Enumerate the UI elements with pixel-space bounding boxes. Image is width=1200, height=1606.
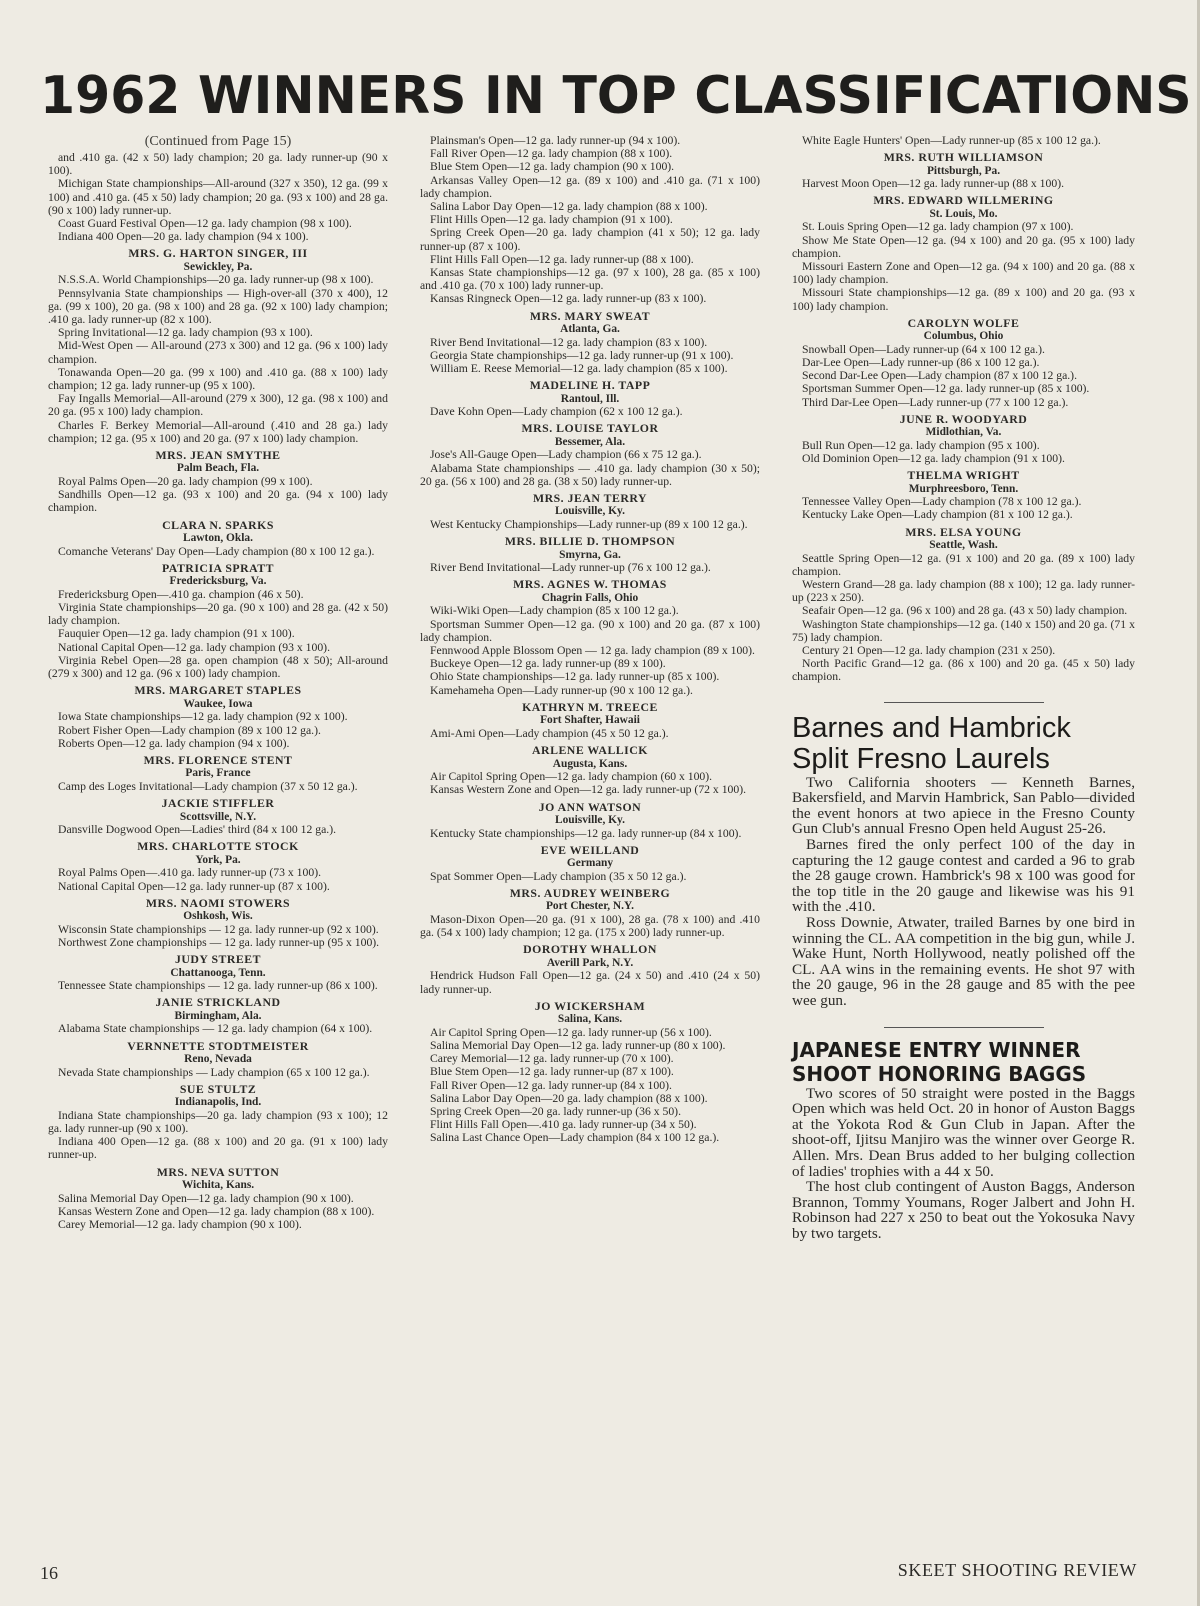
winner-name: CAROLYN WOLFE xyxy=(907,315,1020,330)
entry-text: Comanche Veterans' Day Open—Lady champion (80 x 100 12 ga.). xyxy=(58,544,375,558)
entry-text: Fall River Open—12 ga. lady champion (88 x 100). xyxy=(430,147,673,161)
entry-text: Roberts Open—12 ga. lady champion (94 x 100). xyxy=(58,736,290,750)
winner-location: Oshkosh, Wis. xyxy=(183,910,253,923)
entry-text: Tennessee State championships — 12 ga. lady runner-up (86 x 100). xyxy=(58,979,378,993)
entry-text: Salina Last Chance Open—Lady champion (84 x 100 12 ga.). xyxy=(430,1131,720,1145)
entry-text: Iowa State championships—12 ga. lady champion (92 x 100). xyxy=(58,710,348,724)
entry-text: Fredericksburg Open—.410 ga. champion (46 x 50). xyxy=(58,587,304,601)
entry-text: Wisconsin State championships — 12 ga. lady runner-up (92 x 100). xyxy=(58,922,379,936)
winner-location: Fredericksburg, Va. xyxy=(169,575,267,588)
entry-text: North Pacific Grand—12 ga. (86 x 100) and 20 ga. (45 x 50) lady champion. xyxy=(792,657,1135,684)
article-paragraph: Barnes fired the only perfect 100 of the day in capturing the 12 gauge contest and carded a 96 to grab the 28 gauge crown. Hambrick's 98 x 100 was good for the top title in the 20 gauge and likewise was his 91 with the .410. xyxy=(792,836,1135,916)
winner-name: PATRICIA SPRATT xyxy=(161,560,275,575)
entry-text: Wiki-Wiki Open—Lady champion (85 x 100 12 ga.). xyxy=(430,604,679,618)
entry-text: Fauquier Open—12 ga. lady champion (91 x 100). xyxy=(58,627,295,641)
article-paragraph: Ross Downie, Atwater, trailed Barnes by one bird in winning the CL. AA competition in the big gun, while J. Wake Hunt, North Hollywood, neatly polished off the CL. AA wins in the remaining events. He shot 97 with the 20 gauge, 96 in the 28 gauge and 85 with the pee wee gun. xyxy=(792,914,1135,1009)
winner-location: Port Chester, N.Y. xyxy=(545,900,635,913)
entry-text: Washington State championships—12 ga. (140 x 150) and 20 ga. (71 x 75) lady champion. xyxy=(792,617,1135,644)
entry-text: Northwest Zone championships — 12 ga. lady runner-up (95 x 100). xyxy=(58,935,380,949)
entry-text: Carey Memorial—12 ga. lady champion (90 x 100). xyxy=(58,1217,302,1231)
entry-text: Show Me State Open—12 ga. (94 x 100) and 20 ga. (95 x 100) lady champion. xyxy=(792,233,1135,260)
entry-text: Snowball Open—Lady runner-up (64 x 100 12 ga.). xyxy=(802,342,1045,356)
winner-location: Rantoul, Ill. xyxy=(560,392,620,405)
winner-name: THELMA WRIGHT xyxy=(907,468,1020,483)
winner-location: Salina, Kans. xyxy=(557,1013,623,1026)
winner-name: DOROTHY WHALLON xyxy=(523,942,657,957)
winner-name: MRS. NAOMI STOWERS xyxy=(145,895,291,910)
winner-name: MRS. MARGARET STAPLES xyxy=(134,683,302,698)
entry-text: River Bend Invitational—Lady runner-up (76 x 100 12 ga.). xyxy=(430,561,711,575)
article-paragraph: The host club contingent of Auston Baggs, Anderson Brannon, Tommy Youmans, Roger Jalbert and John H. Robinson had 227 x 250 to beat out the Yokosuka Navy by two targets. xyxy=(792,1178,1135,1242)
winner-name: MRS. MARY SWEAT xyxy=(529,308,651,323)
divider-rule xyxy=(884,702,1044,703)
page-number: 16 xyxy=(40,1563,58,1583)
entry-text: Coast Guard Festival Open—12 ga. lady champion (98 x 100). xyxy=(58,217,352,231)
winner-location: Midlothian, Va. xyxy=(925,426,1002,439)
article-headline: Barnes and Hambrick Split Fresno Laurels xyxy=(792,711,1071,775)
entry-text: Camp des Loges Invitational—Lady champion (37 x 50 12 ga.). xyxy=(58,779,358,793)
entry-text: Kamehameha Open—Lady runner-up (90 x 100 12 ga.). xyxy=(430,683,693,697)
winner-name: MRS. BILLIE D. THOMPSON xyxy=(504,534,676,549)
winner-name: CLARA N. SPARKS xyxy=(162,517,274,532)
entry-text: Spring Invitational—12 ga. lady champion (93 x 100). xyxy=(58,326,313,340)
magazine-name: SKEET SHOOTING REVIEW xyxy=(897,1560,1137,1580)
entry-text: Missouri Eastern Zone and Open—12 ga. (94 x 100) and 20 ga. (88 x 100) lady champion. xyxy=(792,260,1135,287)
entry-text: Spring Creek Open—20 ga. lady runner-up (36 x 50). xyxy=(430,1104,681,1118)
winner-name: MRS. AUDREY WEINBERG xyxy=(509,885,671,900)
entry-text: Salina Labor Day Open—12 ga. lady champion (88 x 100). xyxy=(430,200,708,214)
entry-text: Spring Creek Open—20 ga. lady champion (41 x 50); 12 ga. lady runner-up (87 x 100). xyxy=(420,226,760,253)
entry-text: Plainsman's Open—12 ga. lady runner-up (94 x 100). xyxy=(430,134,681,147)
winner-location: Palm Beach, Fla. xyxy=(176,462,260,475)
entry-text: Royal Palms Open—20 ga. lady champion (99 x 100). xyxy=(58,475,313,489)
article-paragraph: Two scores of 50 straight were posted in the Baggs Open which was held Oct. 20 in honor of Auston Baggs at the Yokota Rod & Gun Club in Japan. After the shoot-off, Ijitsu Manjiro was the winner over George R. Allen. Mrs. Dean Brus added to her bulging collection of ladies' trophies with a 44 x 50. xyxy=(792,1084,1135,1180)
winner-location: Reno, Nevada xyxy=(184,1052,252,1065)
entry-text: Indiana 400 Open—12 ga. (88 x 100) and 20 ga. (91 x 100) lady runner-up. xyxy=(48,1135,388,1162)
winner-location: Augusta, Kans. xyxy=(552,757,628,770)
entry-text: Seafair Open—12 ga. (96 x 100) and 28 ga. (43 x 50) lady champion. xyxy=(802,604,1128,618)
winner-location: Paris, France xyxy=(185,767,251,780)
entry-text: Pennsylvania State championships — High-over-all (370 x 400), 12 ga. (99 x 100), 20 ga. (98 x 100) and 28 ga. (92 x 100) lady champion; .410 ga. lady runner-up (82 x 100). xyxy=(48,286,388,327)
winner-location: Sewickley, Pa. xyxy=(183,260,253,273)
entry-text: Harvest Moon Open—12 ga. lady runner-up (88 x 100). xyxy=(802,177,1065,191)
winner-name: MRS. G. HARTON SINGER, III xyxy=(128,246,308,261)
winner-name: JO WICKERSHAM xyxy=(534,998,646,1013)
winner-name: JO ANN WATSON xyxy=(538,799,642,814)
entry-text: Ohio State championships—12 ga. lady runner-up (85 x 100). xyxy=(430,670,720,684)
entry-text: Buckeye Open—12 ga. lady runner-up (89 x 100). xyxy=(430,657,666,671)
entry-text: West Kentucky Championships—Lady runner-up (89 x 100 12 ga.). xyxy=(430,518,748,532)
entry-text: Virginia State championships—20 ga. (90 x 100) and 28 ga. (42 x 50) lady champion. xyxy=(48,601,388,628)
divider-rule xyxy=(884,1027,1044,1028)
winner-name: MRS. CHARLOTTE STOCK xyxy=(137,839,299,854)
winner-name: MRS. EDWARD WILLMERING xyxy=(873,193,1054,208)
entry-text: Air Capitol Spring Open—12 ga. lady champion (60 x 100). xyxy=(430,770,713,784)
entry-text: Flint Hills Fall Open—12 ga. lady runner-up (88 x 100). xyxy=(430,252,694,266)
winner-location: Wichita, Kans. xyxy=(181,1178,255,1191)
winner-location: York, Pa. xyxy=(195,853,241,866)
entry-text: Carey Memorial—12 ga. lady runner-up (70 x 100). xyxy=(430,1052,674,1066)
entry-text: Air Capitol Spring Open—12 ga. lady runner-up (56 x 100). xyxy=(430,1025,712,1039)
entry-text: Blue Stem Open—12 ga. lady champion (90 x 100). xyxy=(430,160,675,174)
winner-location: Louisville, Ky. xyxy=(555,505,625,518)
winner-name: MRS. RUTH WILLIAMSON xyxy=(883,150,1044,165)
entry-text: Century 21 Open—12 ga. lady champion (231 x 250). xyxy=(802,644,1056,658)
winner-name: MRS. ELSA YOUNG xyxy=(905,524,1022,539)
winner-location: Chagrin Falls, Ohio xyxy=(541,591,639,604)
winner-location: Lawton, Okla. xyxy=(183,532,253,545)
winner-name: MRS. AGNES W. THOMAS xyxy=(513,577,667,592)
entry-text: Dar-Lee Open—Lady runner-up (86 x 100 12 ga.). xyxy=(802,356,1040,370)
entry-text: Kansas Western Zone and Open—12 ga. lady champion (88 x 100). xyxy=(58,1204,375,1218)
entry-text: and .410 ga. (42 x 50) lady champion; 20 ga. lady runner-up (90 x 100). xyxy=(48,151,388,178)
article-headline: JAPANESE ENTRY WINNER SHOOT HONORING BAGGS xyxy=(792,1037,1087,1086)
winner-location: Indianapolis, Ind. xyxy=(174,1096,262,1109)
winner-location: Bessemer, Ala. xyxy=(554,435,626,448)
entry-text: N.S.S.A. World Championships—20 ga. lady runner-up (98 x 100). xyxy=(58,273,374,287)
winner-location: Fort Shafter, Hawaii xyxy=(540,714,640,727)
entry-text: Salina Memorial Day Open—12 ga. lady runner-up (80 x 100). xyxy=(430,1038,726,1052)
winner-location: Birmingham, Ala. xyxy=(174,1009,262,1022)
entry-text: Mid-West Open — All-around (273 x 300) and 12 ga. (96 x 100) lady champion. xyxy=(48,339,388,366)
entry-text: Jose's All-Gauge Open—Lady champion (66 x 75 12 ga.). xyxy=(430,448,702,462)
column-3 xyxy=(792,134,1135,1242)
entry-text: Tennessee Valley Open—Lady champion (78 x 100 12 ga.). xyxy=(802,495,1082,509)
winner-name: EVE WEILLAND xyxy=(540,842,640,857)
winner-location: Murphreesboro, Tenn. xyxy=(908,482,1019,495)
entry-text: Sandhills Open—12 ga. (93 x 100) and 20 ga. (94 x 100) lady champion. xyxy=(48,488,388,515)
entry-text: Kansas Ringneck Open—12 ga. lady runner-up (83 x 100). xyxy=(430,292,707,306)
winner-location: Waukee, Iowa xyxy=(183,697,253,710)
entry-text: Georgia State championships—12 ga. lady runner-up (91 x 100). xyxy=(430,348,734,362)
winner-name: SUE STULTZ xyxy=(179,1081,257,1096)
entry-text: Tonawanda Open—20 ga. (99 x 100) and .410 ga. (88 x 100) lady champion; 12 ga. lady runner-up (95 x 100). xyxy=(48,365,388,393)
entry-text: Dave Kohn Open—Lady champion (62 x 100 12 ga.). xyxy=(430,405,683,419)
entry-text: Virginia Rebel Open—28 ga. open champion (48 x 50); All-around (279 x 300) and 12 ga. (96 x 100) lady champion. xyxy=(48,653,388,681)
continued-note: (Continued from Page 15) xyxy=(144,134,292,149)
winner-location: Louisville, Ky. xyxy=(555,813,625,826)
entry-text: Sportsman Summer Open—12 ga. (90 x 100) and 20 ga. (87 x 100) lady champion. xyxy=(420,617,760,644)
winner-location: Chattanooga, Tenn. xyxy=(170,966,266,979)
winner-name: MADELINE H. TAPP xyxy=(529,378,651,393)
entry-text: Missouri State championships—12 ga. (89 x 100) and 20 ga. (93 x 100) lady champion. xyxy=(792,286,1135,313)
entry-text: Kentucky State championships—12 ga. lady runner-up (84 x 100). xyxy=(430,826,742,840)
entry-text: Fennwood Apple Blossom Open — 12 ga. lady champion (89 x 100). xyxy=(430,644,755,658)
entry-text: Ami-Ami Open—Lady champion (45 x 50 12 ga.). xyxy=(430,726,669,740)
entry-text: Third Dar-Lee Open—Lady runner-up (77 x 100 12 ga.). xyxy=(802,395,1069,409)
entry-text: Spat Sommer Open—Lady champion (35 x 50 12 ga.). xyxy=(430,869,687,883)
entry-text: Kentucky Lake Open—Lady champion (81 x 100 12 ga.). xyxy=(802,508,1073,522)
entry-text: Fay Ingalls Memorial—All-around (279 x 300), 12 ga. (98 x 100) and 20 ga. (95 x 100) lady champion. xyxy=(48,392,388,419)
entry-text: Indiana State championships—20 ga. lady champion (93 x 100); 12 ga. lady runner-up (90 x 100). xyxy=(48,1108,388,1135)
winner-location: Smyrna, Ga. xyxy=(559,548,621,561)
winner-name: KATHRYN M. TREECE xyxy=(522,699,658,714)
entry-text: Western Grand—28 ga. lady champion (88 x 100); 12 ga. lady runner-up (223 x 250). xyxy=(792,578,1135,605)
winner-name: MRS. FLORENCE STENT xyxy=(143,752,293,767)
entry-text: Bull Run Open—12 ga. lady champion (95 x 100). xyxy=(802,438,1040,452)
entry-text: Salina Memorial Day Open—12 ga. lady champion (90 x 100). xyxy=(58,1191,354,1205)
winner-name: JUNE R. WOODYARD xyxy=(899,411,1028,426)
entry-text: National Capital Open—12 ga. lady runner-up (87 x 100). xyxy=(58,879,330,893)
entry-text: River Bend Invitational—12 ga. lady champion (83 x 100). xyxy=(430,335,708,349)
winner-name: JANIE STRICKLAND xyxy=(155,995,281,1010)
entry-text: Salina Labor Day Open—20 ga. lady champion (88 x 100). xyxy=(430,1091,708,1105)
entry-text: Blue Stem Open—12 ga. lady runner-up (87 x 100). xyxy=(430,1065,674,1079)
entry-text: Hendrick Hudson Fall Open—12 ga. (24 x 50) and .410 (24 x 50) lady runner-up. xyxy=(420,969,760,996)
entry-text: Alabama State championships — 12 ga. lady champion (64 x 100). xyxy=(58,1022,373,1036)
entry-text: William E. Reese Memorial—12 ga. lady champion (85 x 100). xyxy=(430,362,728,376)
entry-text: Seattle Spring Open—12 ga. (91 x 100) and 20 ga. (89 x 100) lady champion. xyxy=(792,551,1135,578)
entry-text: Old Dominion Open—12 ga. lady champion (91 x 100). xyxy=(802,452,1065,466)
entry-text: Flint Hills Open—12 ga. lady champion (91 x 100). xyxy=(430,213,673,227)
winner-name: VERNNETTE STODTMEISTER xyxy=(127,1038,309,1053)
winner-name: MRS. JEAN TERRY xyxy=(532,491,648,506)
entry-text: Fall River Open—12 ga. lady runner-up (84 x 100). xyxy=(430,1078,672,1092)
entry-text: St. Louis Spring Open—12 ga. lady champion (97 x 100). xyxy=(802,220,1074,234)
winner-name: JACKIE STIFFLER xyxy=(161,796,275,811)
entry-text: Arkansas Valley Open—12 ga. (89 x 100) and .410 ga. (71 x 100) lady champion. xyxy=(420,173,760,200)
winner-name: MRS. NEVA SUTTON xyxy=(156,1164,280,1179)
entry-text: Sportsman Summer Open—12 ga. lady runner-up (85 x 100). xyxy=(802,382,1090,396)
winner-location: Germany xyxy=(566,857,614,870)
entry-text: Charles F. Berkey Memorial—All-around (.410 and 28 ga.) lady champion; 12 ga. (95 x 100) and 20 ga. (97 x 100) lady champion. xyxy=(48,418,388,445)
winner-location: Atlanta, Ga. xyxy=(560,323,620,336)
winner-location: Pittsburgh, Pa. xyxy=(926,164,1001,177)
winner-location: Columbus, Ohio xyxy=(923,330,1004,343)
entry-text: Kansas Western Zone and Open—12 ga. lady runner-up (72 x 100). xyxy=(430,783,747,797)
entry-text: Nevada State championships — Lady champion (65 x 100 12 ga.). xyxy=(58,1065,370,1079)
winner-location: Scottsville, N.Y. xyxy=(179,810,257,823)
winner-location: Seattle, Wash. xyxy=(929,539,998,552)
entry-text: White Eagle Hunters' Open—Lady runner-up (85 x 100 12 ga.). xyxy=(802,134,1101,147)
column-2 xyxy=(420,134,760,1145)
winner-name: ARLENE WALLICK xyxy=(532,743,648,758)
entry-text: Michigan State championships—All-around (327 x 350), 12 ga. (99 x 100) and .410 ga. (45 x 50) lady champion; 20 ga. (93 x 100) and 28 ga. (90 x 100) lady runner-up. xyxy=(48,177,388,217)
entry-text: National Capital Open—12 ga. lady champion (93 x 100). xyxy=(58,640,330,654)
entry-text: Robert Fisher Open—Lady champion (89 x 100 12 ga.). xyxy=(58,723,321,737)
winner-name: JUDY STREET xyxy=(174,952,262,967)
article-paragraph: Two California shooters — Kenneth Barnes, Bakersfield, and Marvin Hambrick, San Pablo—divided the event honors at two apiece in the Fresno County Gun Club's annual Fresno Open held August 25-26. xyxy=(792,773,1135,838)
entry-text: Kansas State championships—12 ga. (97 x 100), 28 ga. (85 x 100) and .410 ga. (70 x 100) lady runner-up. xyxy=(420,266,760,293)
winner-location: St. Louis, Mo. xyxy=(929,207,998,220)
winner-name: MRS. LOUISE TAYLOR xyxy=(521,421,659,436)
winner-name: MRS. JEAN SMYTHE xyxy=(155,448,281,463)
entry-text: Royal Palms Open—.410 ga. lady runner-up (73 x 100). xyxy=(58,866,322,880)
entry-text: Flint Hills Fall Open—.410 ga. lady runner-up (34 x 50). xyxy=(430,1118,697,1132)
page-title: 1962 WINNERS IN TOP CLASSIFICATIONS xyxy=(40,66,1192,126)
entry-text: Indiana 400 Open—20 ga. lady champion (94 x 100). xyxy=(58,230,309,244)
entry-text: Alabama State championships — .410 ga. lady champion (30 x 50); 20 ga. (56 x 100) and 28 ga. (38 x 50) lady runner-up. xyxy=(420,461,760,488)
entry-text: Second Dar-Lee Open—Lady champion (87 x 100 12 ga.). xyxy=(802,369,1077,383)
entry-text: Dansville Dogwood Open—Ladies' third (84 x 100 12 ga.). xyxy=(58,823,337,837)
column-1 xyxy=(48,134,388,1231)
winner-location: Averill Park, N.Y. xyxy=(546,956,634,969)
entry-text: Mason-Dixon Open—20 ga. (91 x 100), 28 ga. (78 x 100) and .410 ga. (54 x 100) lady champion; 12 ga. (175 x 200) lady runner-up. xyxy=(420,912,760,940)
